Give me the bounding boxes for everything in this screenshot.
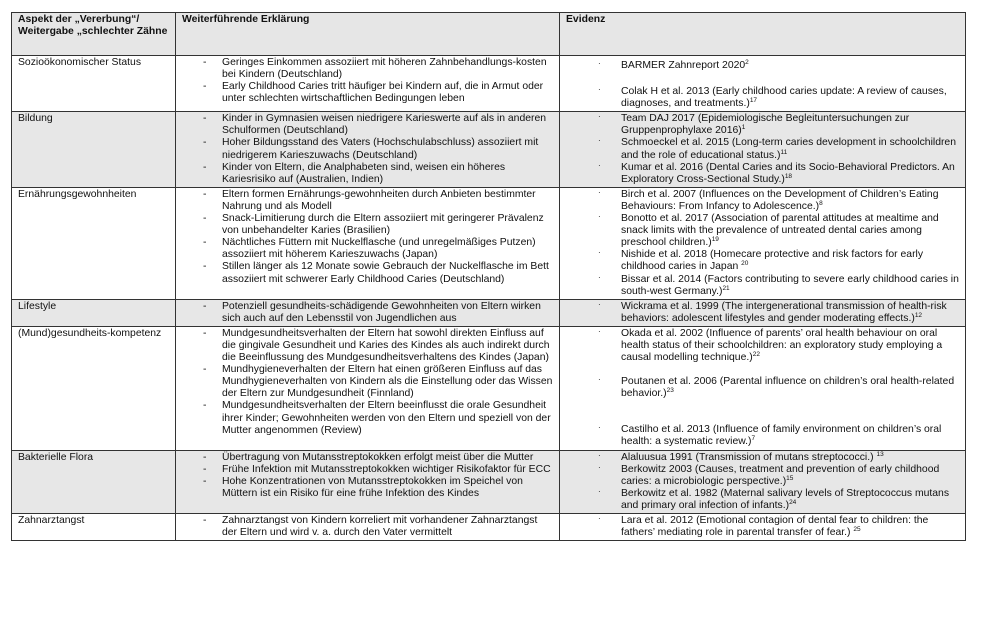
row-explanation [176, 450, 560, 513]
evidence-item [566, 488, 960, 512]
list-item: - Hohe Konzentrationen von Mutansstreptokokken im Speichel von Müttern ist ein Risiko für eine frühe Infektion des Kindes [182, 476, 554, 500]
bullet-icon: · [598, 486, 601, 496]
evidence-list [566, 452, 960, 512]
row-evidence [560, 56, 966, 112]
list-item: - Zahnarztangst von Kindern korreliert mit vorhandener Zahnarztangst der Eltern und wird v. a. durch den Vater vermittelt [182, 515, 554, 539]
evidence-item [566, 162, 960, 186]
evidence-text: Lara et al. 2012 (Emotional contagion of dental fear to children: the fathers’ mediating role in parental transfer of fear.) [621, 515, 929, 539]
evidence-item [566, 189, 960, 213]
bullet-icon: · [598, 514, 601, 523]
bullet-icon: · [598, 462, 601, 472]
evidence-item [566, 249, 960, 273]
list-item: - Übertragung von Mutansstreptokokken erfolgt meist über die Mutter [182, 452, 554, 464]
table-row [12, 326, 966, 450]
evidence-list [566, 189, 960, 298]
evidence-text: Bonotto et al. 2017 (Association of parental attitudes at mealtime and snack limits with the prevalence of untreated dental caries among preschool children.) [621, 213, 939, 249]
evidence-item [566, 452, 960, 464]
explanation-list [182, 515, 554, 539]
bullet-icon: · [598, 187, 601, 197]
row-explanation [176, 56, 560, 112]
evidence-list [566, 60, 960, 110]
bullet-icon: · [598, 248, 601, 258]
evidence-text: Colak H et al. 2013 (Early childhood caries update: A review of causes, diagnoses, and treatments.) [621, 86, 947, 110]
row-explanation [176, 187, 560, 299]
table-row [12, 112, 966, 188]
reference-number: 2 [745, 59, 749, 66]
evidence-item [566, 113, 960, 137]
header-aspect: Aspekt der „Vererbung“/ Weitergabe „schlechter Zähne [12, 13, 176, 56]
evidence-text: Bissar et al. 2014 (Factors contributing to severe early childhood caries in south-west Germany.) [621, 273, 959, 297]
reference-number: 17 [749, 97, 758, 105]
row-evidence [560, 112, 966, 188]
list-item: - Potenziell gesundheits-schädigende Gewohnheiten von Eltern wirken sich auch auf den Lebensstil von Jugendlichen aus [182, 301, 554, 325]
list-item: - Early Childhood Caries tritt häufiger bei Kindern auf, die in Armut oder unter schlechten wirtschaftlichen Bedingungen leben [182, 81, 554, 105]
evidence-text: Berkowitz 2003 (Causes, treatment and prevention of early childhood caries: a microbiologic perspective.) [621, 463, 940, 487]
table-row [12, 187, 966, 299]
explanation-list [182, 452, 554, 500]
evidence-item [566, 301, 960, 325]
row-aspect: Bakterielle Flora [12, 450, 176, 513]
list-item: - Mundhygieneverhalten der Eltern hat einen größeren Einfluss auf das Mundhygieneverhalten von Kindern als die Einstellung oder das Wissen der Eltern zur Mundgesundheit (Finnland) [182, 364, 554, 400]
bullet-icon: · [598, 85, 601, 95]
table-row [12, 56, 966, 112]
list-item: - Nächtliches Füttern mit Nuckelflasche (und unregelmäßiges Putzen) assoziiert mit höherem Karieszuwachs (Japan) [182, 237, 554, 261]
evidence-item [566, 60, 960, 72]
reference-number: 15 [786, 474, 794, 482]
bullet-icon: · [598, 112, 601, 122]
evidence-item [566, 86, 960, 110]
row-explanation [176, 112, 560, 188]
row-evidence [560, 187, 966, 299]
reference-number: 24 [789, 498, 797, 506]
list-item: - Frühe Infektion mit Mutansstreptokokken wichtiger Risikofaktor für ECC [182, 464, 554, 476]
row-aspect: Sozioökonomischer Status [12, 56, 176, 112]
row-evidence [560, 450, 966, 513]
evidence-item [566, 376, 960, 400]
bullet-icon: · [598, 375, 601, 385]
evidence-item [566, 213, 960, 249]
evidence-item [566, 328, 960, 364]
bullet-icon: · [598, 136, 601, 146]
row-aspect: Bildung [12, 112, 176, 188]
table-row [12, 299, 966, 326]
reference-number: 18 [784, 172, 793, 180]
evidence-list [566, 515, 960, 539]
reference-number: 1 [741, 124, 746, 132]
header-evidence: Evidenz [560, 13, 966, 56]
evidence-text: Kumar et al. 2016 (Dental Caries and its Socio-Behavioral Predictors. An Exploratory Cross-Sectional Study.) [621, 161, 955, 185]
header-explanation: Weiterführende Erklärung [176, 13, 560, 56]
evidence-item [566, 274, 960, 298]
bullet-icon: · [598, 299, 601, 309]
row-evidence [560, 299, 966, 326]
evidence-text: Castilho et al. 2013 (Influence of family environment on children’s oral health: a systematic review.) [621, 424, 942, 448]
evidence-text: Wickrama et al. 1999 (The intergenerational transmission of health-risk behaviors: adolescent lifestyles and gender moderating effects.) [621, 300, 947, 324]
bullet-icon: · [598, 450, 601, 460]
list-item: - Mundgesundheitsverhalten der Eltern hat sowohl direkten Einfluss auf die gingivale Gesundheit und Karies des Kindes als auch indirekt durch die Beeinflussung des Mundgesundheitsverhaltens des Kindes (Japan) [182, 328, 554, 364]
evidence-table [11, 12, 966, 541]
row-explanation [176, 326, 560, 450]
list-item: - Kinder in Gymnasien weisen niedrigere Karieswerte auf als in anderen Schulformen (Deutschland) [182, 113, 554, 137]
explanation-list [182, 189, 554, 286]
table-row [12, 514, 966, 541]
row-aspect: (Mund)gesundheits-kompetenz [12, 326, 176, 450]
row-aspect: Lifestyle [12, 299, 176, 326]
evidence-text: Team DAJ 2017 (Epidemiologische Begleituntersuchungen zur Gruppenprophylaxe 2016) [621, 113, 910, 137]
evidence-text: Nishide et al. 2018 (Homecare protective and risk factors for early childhood caries in Japan [621, 249, 924, 273]
reference-number: 7 [751, 435, 756, 443]
list-item: - Hoher Bildungsstand des Vaters (Hochschulabschluss) assoziiert mit niedrigerem Karieszuwachs (Deutschland) [182, 137, 554, 161]
evidence-list [566, 328, 960, 449]
evidence-text: Berkowitz et al. 1982 (Maternal salivary levels of Streptococcus mutans and primary oral infection of infants.) [621, 487, 950, 511]
row-evidence [560, 514, 966, 541]
list-item: - Mundgesundheitsverhalten der Eltern beeinflusst die orale Gesundheit ihrer Kinder; Gewohnheiten werden von den Eltern und speziell von der Mutter angenommen (Review) [182, 400, 554, 436]
evidence-list [566, 301, 960, 325]
evidence-item [566, 424, 960, 448]
row-explanation [176, 514, 560, 541]
reference-number: 13 [876, 450, 884, 458]
list-item: - Geringes Einkommen assoziiert mit höheren Zahnbehandlungs-kosten bei Kindern (Deutschland) [182, 57, 554, 81]
evidence-item [566, 464, 960, 488]
reference-number: 19 [711, 236, 719, 244]
reference-number: 25 [853, 526, 861, 534]
evidence-text: Alaluusua 1991 (Transmission of mutans streptococci.) [621, 451, 874, 463]
bullet-icon: · [598, 59, 601, 68]
evidence-list [566, 113, 960, 186]
row-evidence [560, 326, 966, 450]
evidence-text: BARMER Zahnreport 2020 [621, 60, 746, 71]
reference-number: 21 [722, 284, 730, 292]
explanation-list [182, 57, 554, 105]
list-item: - Eltern formen Ernährungs-gewohnheiten durch Anbieten bestimmter Nahrung und als Modell [182, 189, 554, 213]
bullet-icon: · [598, 423, 601, 433]
list-item: - Kinder von Eltern, die Analphabeten sind, weisen ein höheres Kariesrisiko auf (Australien, Indien) [182, 162, 554, 186]
table-header-row [12, 13, 966, 56]
evidence-text: Poutanen et al. 2006 (Parental influence on children’s oral health-related behavior.) [621, 376, 955, 400]
list-item: - Stillen länger als 12 Monate sowie Gebrauch der Nuckelflasche im Bett assoziiert mit schwerer Early Childhood Caries (Deutschland) [182, 261, 554, 285]
explanation-list [182, 301, 554, 325]
explanation-list [182, 328, 554, 437]
reference-number: 8 [819, 199, 823, 207]
bullet-icon: · [598, 212, 601, 222]
reference-number: 22 [752, 351, 760, 359]
explanation-list [182, 113, 554, 186]
row-aspect: Zahnarztangst [12, 514, 176, 541]
bullet-icon: · [598, 326, 601, 336]
table-row [12, 450, 966, 513]
evidence-text: Birch et al. 2007 (Influences on the Development of Children’s Eating Behaviours: From Infancy to Adolescence.) [621, 188, 939, 212]
row-aspect: Ernährungsgewohnheiten [12, 187, 176, 299]
evidence-text: Okada et al. 2002 (Influence of parents’ oral health behaviour on oral health status of their schoolchildren: an exploratory study employing a causal modelling technique.) [621, 327, 943, 364]
evidence-text: Schmoeckel et al. 2015 (Long-term caries development in schoolchildren and the role of educational status.) [621, 137, 956, 161]
reference-number: 12 [914, 311, 923, 319]
evidence-item [566, 137, 960, 161]
evidence-item [566, 515, 960, 539]
list-item: - Snack-Limitierung durch die Eltern assoziiert mit geringerer Prävalenz von unbehandelter Karies (Brasilien) [182, 213, 554, 237]
bullet-icon: · [598, 272, 601, 282]
row-explanation [176, 299, 560, 326]
reference-number: 11 [780, 148, 788, 156]
bullet-icon: · [598, 160, 601, 170]
reference-number: 20 [741, 260, 749, 268]
reference-number: 23 [666, 387, 674, 395]
